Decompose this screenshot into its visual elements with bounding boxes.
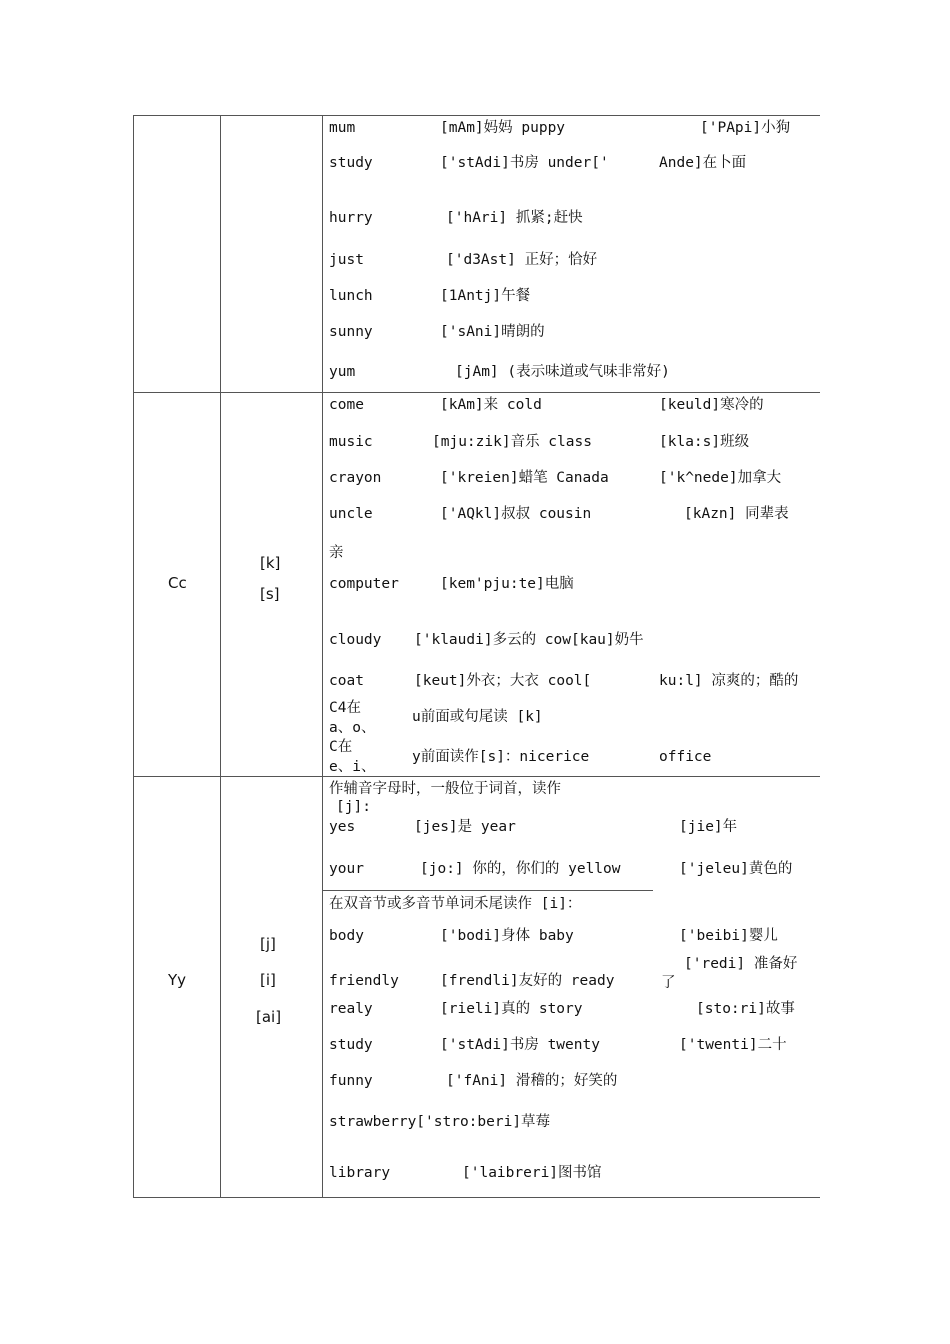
rule-k-label: C4在 [329, 700, 361, 716]
word: yum [329, 364, 356, 380]
sound-s: [s] [260, 585, 280, 603]
letter-yy: Yy [168, 971, 187, 989]
phonetic-meaning-2: [kla:s]班级 [659, 434, 750, 450]
phonetic-meaning-2: ['beibi]婴儿 [679, 928, 778, 944]
phonetic-meaning: [mAm]妈妈 puppy [440, 120, 566, 136]
rule-s-example: office [659, 749, 712, 765]
phonetic-meaning-2: [keuld]寒冷的 [659, 397, 764, 413]
rule-k-text: u前面或句尾读 [k] [412, 709, 543, 725]
phonetic-meaning: ['kreien]蜡笔 Canada [440, 470, 609, 486]
phonetic-meaning-2: Ande]在卜面 [659, 155, 747, 171]
row-divider-c-y [133, 776, 820, 777]
table-left-border [133, 115, 134, 1198]
word: body [329, 928, 364, 944]
phonetic-meaning: ['bodi]身体 baby [440, 928, 574, 944]
phonetic-meaning: ['klaudi]多云的 cow[kau]奶牛 [414, 632, 644, 648]
word: just [329, 252, 364, 268]
word: cloudy [329, 632, 382, 648]
word: realy [329, 1001, 373, 1017]
rule-s-letters: e、i、 [329, 759, 376, 775]
word: lunch [329, 288, 373, 304]
phonetic-meaning-2: ['twenti]二十 [679, 1037, 787, 1053]
word: your [329, 861, 364, 877]
phonetic-meaning-2: ['redi] 准备好 [684, 956, 798, 972]
sound-ai: [ai] [256, 1008, 282, 1026]
row-divider-u-c [133, 392, 820, 393]
table-top-border [133, 115, 820, 116]
phonetic-meaning: [jAm] (表示味道或气味非常好) [455, 364, 670, 380]
phonetic-meaning-2: [kAzn] 同辈表 [684, 506, 789, 522]
word: crayon [329, 470, 382, 486]
word: computer [329, 576, 399, 592]
word: funny [329, 1073, 373, 1089]
phonetic-meaning: ['sAni]晴朗的 [440, 324, 545, 340]
word: study [329, 1037, 373, 1053]
phonetic-meaning: ['laibreri]图书馆 [462, 1165, 602, 1181]
column-divider-1 [220, 115, 221, 1198]
word-continuation: 亲 [329, 545, 344, 561]
word: strawberry['stro:beri]草莓 [329, 1114, 551, 1130]
phonetic-meaning: ['hAri] 抓紧;赶快 [446, 210, 583, 226]
phonetic-meaning: ['stAdi]书房 under[' [440, 155, 609, 171]
phonetic-meaning: [jes]是 year [414, 819, 516, 835]
column-divider-2 [322, 115, 323, 1198]
phonetic-meaning: [jo:] 你的，你们的 yellow [420, 861, 621, 877]
rule-k-letters: a、o、 [329, 720, 376, 736]
phonetic-meaning-2: ['PApi]小狗 [700, 120, 791, 136]
phonetic-meaning-2: ['k^nede]加拿大 [659, 470, 782, 486]
rule-i-intro: 在双音节或多音节单词禾尾读作 [i]： [329, 896, 582, 912]
letter-cc: Cc [168, 574, 187, 592]
phonetic-meaning-2: [sto:ri]故事 [696, 1001, 795, 1017]
word: mum [329, 120, 356, 136]
sound-i: [i] [260, 971, 276, 989]
phonetic-meaning: ['AQkl]叔叔 cousin [440, 506, 592, 522]
rule-s-text: y前面读作[s]：nicerice [412, 749, 590, 765]
word: hurry [329, 210, 373, 226]
word: friendly [329, 973, 399, 989]
word-continuation: 了 [661, 975, 676, 991]
sound-k: [k] [260, 554, 281, 572]
rule-s-label: C在 [329, 739, 353, 755]
phonetic-meaning: [1Antj]午餐 [440, 288, 531, 304]
phonetic-meaning: ['fAni] 滑稽的；好笑的 [446, 1073, 618, 1089]
word: library [329, 1165, 391, 1181]
phonetic-meaning: [kAm]来 cold [440, 397, 542, 413]
word: uncle [329, 506, 373, 522]
word: study [329, 155, 373, 171]
word: coat [329, 673, 364, 689]
phonetic-meaning-2: ku:l] 凉爽的；酷的 [659, 673, 799, 689]
phonetic-meaning-2: [jie]年 [679, 819, 738, 835]
word: sunny [329, 324, 373, 340]
phonetic-meaning-2: ['jeleu]黄色的 [679, 861, 793, 877]
word: music [329, 434, 373, 450]
phonetic-meaning: ['d3Ast] 正好；恰好 [446, 252, 598, 268]
phonetic-meaning: [rieli]真的 story [440, 1001, 583, 1017]
phonetic-meaning: ['stAdi]书房 twenty [440, 1037, 600, 1053]
rule-j-intro: 作辅音字母时，一般位于词首，读作 [329, 781, 561, 797]
word: yes [329, 819, 356, 835]
rule-j-intro-cut: [j]: [336, 799, 371, 815]
table-bottom-border [133, 1197, 820, 1198]
phonetic-meaning: [frendli]友好的 ready [440, 973, 615, 989]
sound-j: [j] [260, 935, 276, 953]
phonetic-meaning: [keut]外衣；大衣 cool[ [414, 673, 592, 689]
phonetic-meaning: [kem'pju:te]电脑 [440, 576, 574, 592]
word: come [329, 397, 364, 413]
inner-divider-y [323, 890, 653, 891]
phonetic-meaning: [mju:zik]音乐 class [432, 434, 592, 450]
